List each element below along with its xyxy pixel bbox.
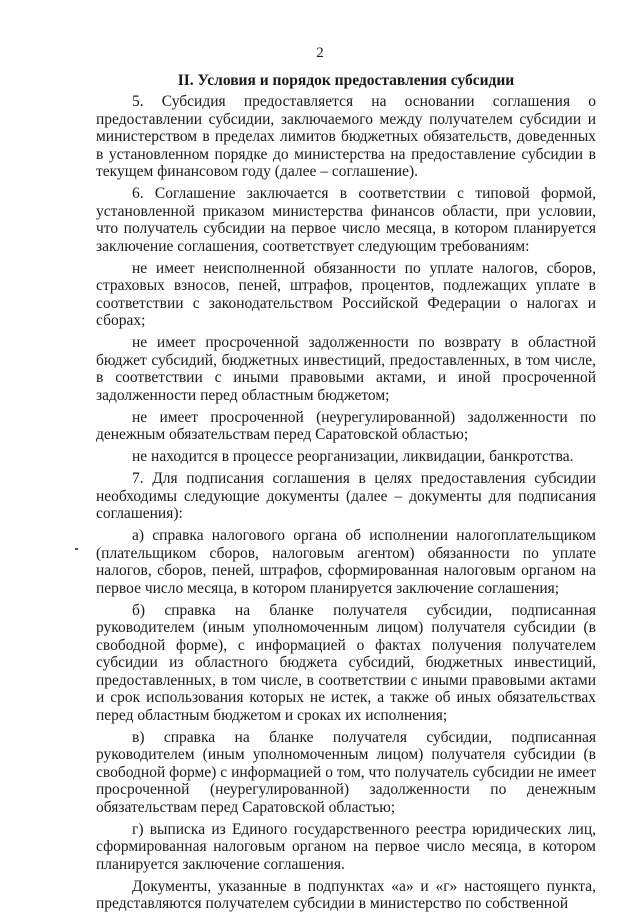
requirement-region-debt: не имеет просроченной (неурегулированной) задолженности по денежным обязательствам перед Саратовской областью; [96, 408, 596, 443]
paragraph-7: 7. Для подписания соглашения в целях предоставления субсидии необходимы следующие документы (далее – документы для подписания соглашения): [96, 470, 596, 522]
requirement-no-reorganization: не находится в процессе реорганизации, ликвидации, банкротства. [132, 448, 574, 465]
document-body [96, 93, 596, 917]
requirement-budget-debt: не имеет просроченной задолженности по возврату в областной бюджет субсидий, бюджетных инвестиций, предоставленных, в том числе, в соответствии с иными правовыми актами, и иной просроченной задолженности перед областным бюджетом; [96, 334, 596, 404]
paragraph-5: 5. Субсидия предоставляется на основании соглашения о предоставлении субсидии, заключаемого между получателем субсидии и министерством в пределах лимитов бюджетных обязательств, доведенных в установленном порядке до министерства на предоставление субсидии в текущем финансовом году (далее – соглашение). [96, 93, 596, 180]
section-title: II. Условия и порядок предоставления субсидии [177, 72, 515, 89]
page-number: 2 [316, 45, 324, 61]
subitem-v: в) справка на бланке получателя субсидии, подписанная руководителем (иным уполномоченным лицом) получателя субсидии (в свободной форме) с информацией о том, что получатель субсидии не имеет просроченной (неурегулированной) задолженности по денежным обязательствам перед Саратовской областью; [96, 728, 596, 816]
documents-paragraph: Документы, указанные в подпунктах «а» и «г» настоящего пункта, представляются получателем субсидии в министерство по собственной [96, 877, 596, 912]
subitem-b: б) справка на бланке получателя субсидии, подписанная руководителем (иным уполномоченным лицом) получателя субсидии (в свободной форме), с информацией о фактах получения получателем субсидии из областного бюджета субсидий, бюджетных инвестиций, предоставленных, в том числе, в соответствии с иными правовыми актами и срок использования которых не истек, а также об иных обязательствах перед областным бюджетом и сроках их исполнения; [96, 601, 596, 724]
requirement-taxes: не имеет неисполненной обязанности по уплате налогов, сборов, страховых взносов, пеней, штрафов, процентов, подлежащих уплате в соответствии с законодательством Российской Федерации о налогах и сборах; [96, 259, 596, 329]
scan-mark [75, 548, 78, 550]
subitem-g: г) выписка из Единого государственного реестра юридических лиц, сформированная налоговым органом на первое число месяца, в котором планируется заключение соглашения. [96, 820, 596, 873]
paragraph-6: 6. Соглашение заключается в соответствии с типовой формой, установленной приказом министерства финансов области, при условии, что получатель субсидии на первое число месяца, в котором планируется заключение соглашения, соответствует следующим требованиям: [96, 185, 596, 255]
subitem-a: а) справка налогового органа об исполнении налогоплательщиком (плательщиком сборов, налоговым агентом) обязанности по уплате налогов, сборов, пеней, штрафов, сформированная налоговым органом на первое число месяца, в котором планируется заключение соглашения; [96, 527, 596, 597]
